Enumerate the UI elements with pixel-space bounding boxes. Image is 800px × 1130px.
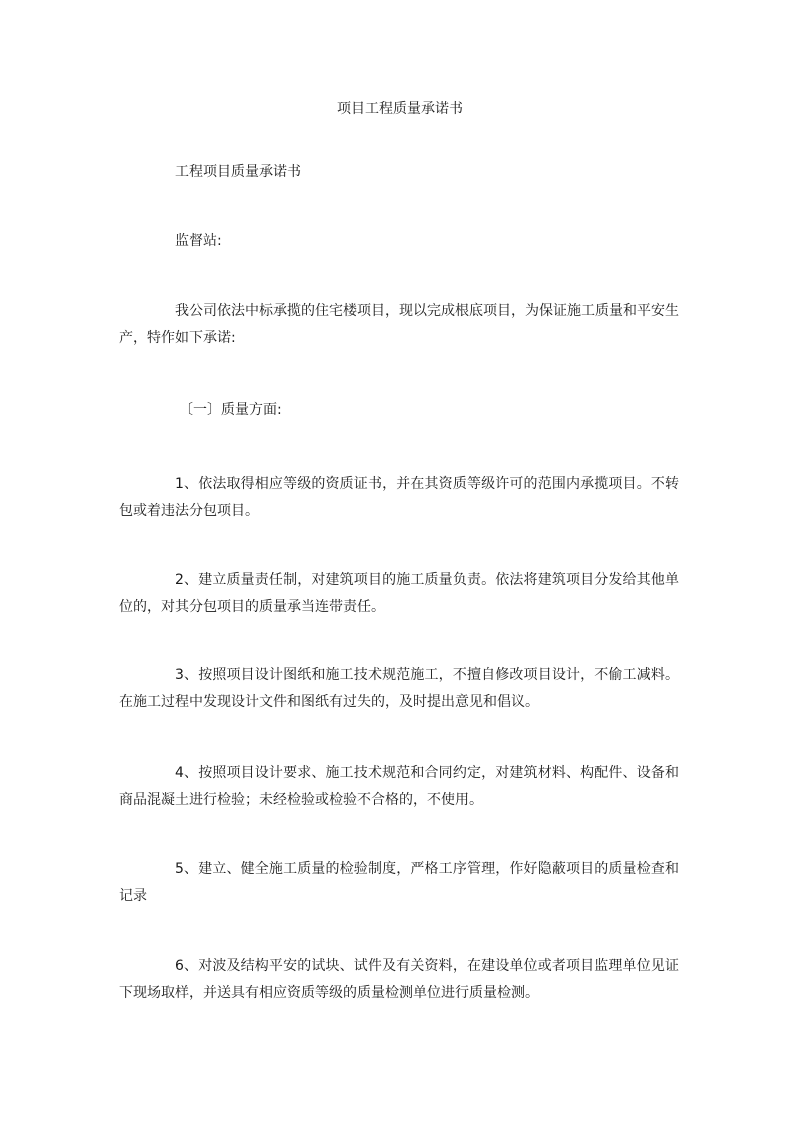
intro-paragraph: 我公司依法中标承揽的住宅楼项目，现以完成根底项目，为保证施工质量和平安生产，特作如下承诺: — [119, 303, 679, 346]
list-item: 5、建立、健全施工质量的检验制度，严格工序管理，作好隐蔽项目的质量检查和记录 — [119, 861, 679, 904]
list-item: 2、建立质量责任制，对建筑项目的施工质量负责。依法将建筑项目分发给其他单位的，对其分包项目的质量承当连带责任。 — [119, 572, 679, 615]
section-heading: 〔一〕质量方面: — [179, 402, 282, 418]
list-item: 6、对波及结构平安的试块、试件及有关资料，在建设单位或者项目监理单位见证下现场取样，并送具有相应资质等级的质量检测单位进行质量检测。 — [119, 958, 679, 1001]
list-item: 4、按照项目设计要求、施工技术规范和合同约定，对建筑材料、构配件、设备和商品混凝土进行检验；未经检验或检验不合格的，不使用。 — [119, 765, 679, 808]
list-item: 1、依法取得相应等级的资质证书，并在其资质等级许可的范围内承揽项目。不转包或着违法分包项目。 — [119, 476, 679, 519]
list-item: 3、按照项目设计图纸和施工技术规范施工，不擅自修改项目设计，不偷工减料。在施工过程中发现设计文件和图纸有过失的，及时提出意见和倡议。 — [119, 667, 679, 710]
document-title: 项目工程质量承诺书 — [337, 101, 463, 117]
document-subtitle: 工程项目质量承诺书 — [175, 164, 301, 180]
addressee: 监督站: — [175, 233, 222, 249]
